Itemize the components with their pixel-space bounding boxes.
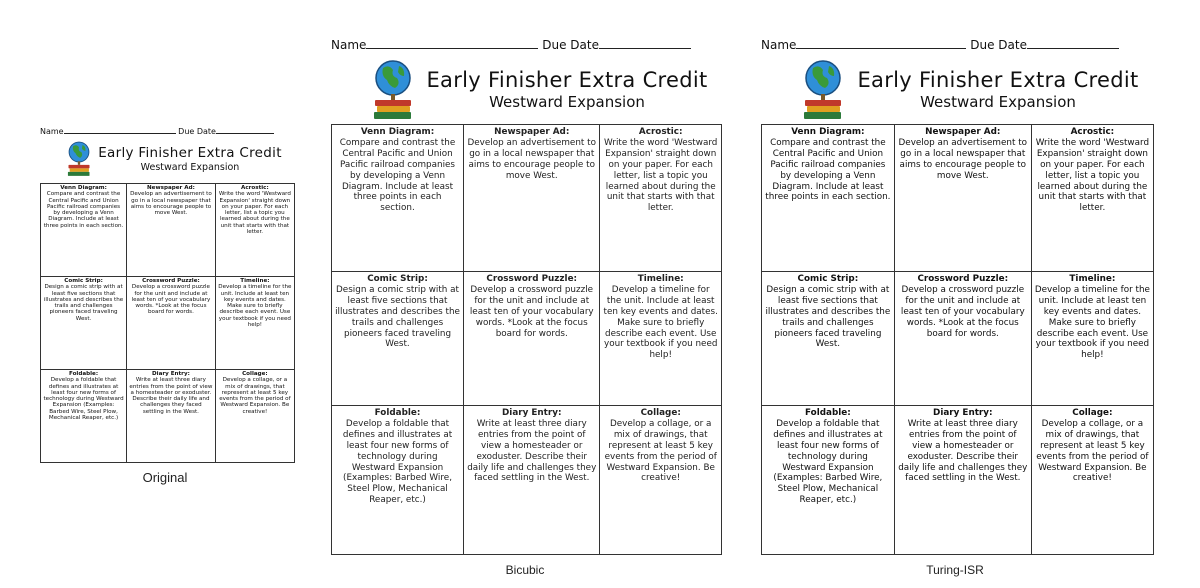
activity-grid bbox=[761, 124, 1154, 555]
caption-bicubic: Bicubic bbox=[505, 563, 545, 577]
grid-cell bbox=[762, 272, 895, 406]
cell-body: Write at least three diary entries from the point of view a homesteader or exoduster. Describe their daily life and challenges they faced settling in the West. bbox=[898, 418, 1028, 484]
globe-on-books-icon bbox=[65, 139, 93, 179]
name-due-line bbox=[331, 38, 722, 52]
name-blank bbox=[366, 48, 538, 49]
cell-body: Develop a foldable that defines and illustrates at least four new forms of technology during Westward Expansion (Examples: Barbed Wire, Steel Plow, Mechanical Reaper, etc.) bbox=[342, 418, 453, 506]
cell-body: Develop a timeline for the unit. Include at least ten key events and dates. Make sure to briefly describe each event. Use your textbook if you need help! bbox=[218, 284, 292, 328]
due-date-label: Due Date bbox=[178, 127, 216, 136]
activity-grid bbox=[331, 124, 722, 555]
cell-title: Venn Diagram: bbox=[360, 127, 435, 137]
cell-title: Acrostic: bbox=[638, 127, 683, 137]
worksheet-title: Early Finisher Extra Credit bbox=[857, 68, 1139, 92]
cell-body: Write the word 'Westward Expansion' straight down on your paper. For each letter, list a topic you learned about during the unit that starts with that letter. bbox=[604, 137, 718, 214]
worksheet-header bbox=[761, 58, 1154, 120]
grid-cell bbox=[332, 125, 464, 272]
name-due-line bbox=[761, 38, 1154, 52]
cell-title: Crossword Puzzle: bbox=[142, 278, 200, 284]
cell-title: Venn Diagram: bbox=[60, 185, 107, 191]
grid-cell bbox=[894, 272, 1031, 406]
due-date-blank bbox=[599, 48, 691, 49]
cell-body: Design a comic strip with at least five sections that illustrates and describes the trails and challenges pioneers faced traveling West. bbox=[335, 284, 460, 350]
cell-body: Develop a timeline for the unit. Include at least ten key events and dates. Make sure to briefly describe each event. Use your textbook if you need help! bbox=[1034, 284, 1150, 361]
cell-body: Design a comic strip with at least five sections that illustrates and describes the trails and challenges pioneers faced traveling West. bbox=[43, 284, 124, 322]
grid-cell bbox=[332, 406, 464, 555]
due-date-label: Due Date bbox=[970, 38, 1027, 52]
worksheet-subtitle: Westward Expansion bbox=[140, 162, 240, 173]
due-date-label: Due Date bbox=[542, 38, 599, 52]
grid-cell bbox=[894, 406, 1031, 555]
grid-cell bbox=[464, 272, 600, 406]
cell-title: Collage: bbox=[1072, 408, 1113, 418]
worksheet-header bbox=[331, 58, 722, 120]
cell-title: Foldable: bbox=[805, 408, 851, 418]
cell-body: Develop an advertisement to go in a local newspaper that aims to encourage people to move West. bbox=[130, 191, 212, 216]
grid-cell bbox=[215, 277, 294, 370]
grid-cell bbox=[41, 370, 127, 463]
worksheet-title: Early Finisher Extra Credit bbox=[426, 68, 708, 92]
cell-title: Comic Strip: bbox=[797, 274, 859, 284]
name-label: Name bbox=[40, 127, 64, 136]
worksheet bbox=[761, 38, 1154, 556]
cell-body: Develop a collage, or a mix of drawings, that represent at least 5 key events from the period of Westward Expansion. Be creative! bbox=[604, 418, 717, 484]
cell-title: Foldable: bbox=[374, 408, 421, 418]
cell-title: Venn Diagram: bbox=[791, 127, 865, 137]
cell-body: Write at least three diary entries from the point of view a homesteader or exoduster. Describe their daily life and challenges they faced settling in the West. bbox=[467, 418, 597, 484]
name-blank bbox=[796, 48, 966, 49]
cell-body: Develop a foldable that defines and illustrates at least four new forms of technology during Westward Expansion (Examples: Barbed Wire, Steel Plow, Mechanical Reaper, etc.) bbox=[773, 418, 883, 506]
panel-turing-isr bbox=[761, 38, 1154, 556]
cell-title: Collage: bbox=[242, 371, 268, 377]
cell-title: Crossword Puzzle: bbox=[917, 274, 1009, 284]
cell-body: Design a comic strip with at least five sections that illustrates and describes the trails and challenges pioneers faced traveling West. bbox=[765, 284, 891, 350]
caption-original: Original bbox=[142, 470, 188, 485]
grid-cell bbox=[762, 125, 895, 272]
cell-title: Newspaper Ad: bbox=[494, 127, 570, 137]
worksheet-titles bbox=[95, 145, 285, 173]
cell-title: Newspaper Ad: bbox=[925, 127, 1001, 137]
grid-cell bbox=[600, 272, 722, 406]
globe-on-books-icon bbox=[369, 58, 417, 122]
cell-title: Collage: bbox=[640, 408, 681, 418]
cell-title: Timeline: bbox=[1069, 274, 1116, 284]
cell-title: Comic Strip: bbox=[367, 274, 428, 284]
worksheet bbox=[331, 38, 722, 556]
cell-body: Develop an advertisement to go in a local newspaper that aims to encourage people to move West. bbox=[467, 137, 596, 181]
grid-cell bbox=[600, 125, 722, 272]
cell-body: Write the word 'Westward Expansion' straight down on your paper. For each letter, list a topic you learned about during the unit that starts with that letter. bbox=[218, 191, 291, 235]
grid-cell bbox=[41, 184, 127, 277]
grid-cell bbox=[332, 272, 464, 406]
worksheet-subtitle: Westward Expansion bbox=[920, 93, 1076, 111]
cell-body: Compare and contrast the Central Pacific and Union Pacific railroad companies by developing a Venn Diagram. Include at least three points in each section. bbox=[765, 137, 891, 203]
caption-turing-isr: Turing-ISR bbox=[926, 563, 984, 577]
name-due-line bbox=[40, 127, 295, 136]
grid-cell bbox=[215, 370, 294, 463]
grid-cell bbox=[894, 125, 1031, 272]
worksheet bbox=[40, 127, 295, 463]
cell-body: Develop a collage, or a mix of drawings, that represent at least 5 key events from the period of Westward Expansion. Be creative! bbox=[1036, 418, 1149, 484]
cell-title: Diary Entry: bbox=[152, 371, 190, 377]
cell-body: Write the word 'Westward Expansion' straight down on your paper. For each letter, list a topic you learned about during the unit that starts with that letter. bbox=[1035, 137, 1150, 214]
cell-title: Acrostic: bbox=[241, 185, 269, 191]
grid-cell bbox=[1031, 406, 1153, 555]
grid-cell bbox=[464, 406, 600, 555]
grid-cell bbox=[127, 277, 216, 370]
cell-body: Develop a timeline for the unit. Include at least ten key events and dates. Make sure to briefly describe each event. Use your textbook if you need help! bbox=[603, 284, 718, 361]
grid-cell bbox=[1031, 125, 1153, 272]
grid-cell bbox=[762, 406, 895, 555]
cell-title: Diary Entry: bbox=[933, 408, 993, 418]
name-label: Name bbox=[761, 38, 797, 52]
activity-grid bbox=[40, 183, 295, 463]
worksheet-header bbox=[40, 139, 295, 181]
cell-body: Develop an advertisement to go in a local newspaper that aims to encourage people to move West. bbox=[898, 137, 1028, 181]
cell-title: Crossword Puzzle: bbox=[486, 274, 578, 284]
globe-on-books-icon bbox=[799, 58, 847, 122]
panel-original bbox=[40, 127, 295, 463]
grid-cell bbox=[600, 406, 722, 555]
name-label: Name bbox=[331, 38, 367, 52]
cell-title: Foldable: bbox=[69, 371, 99, 377]
panel-bicubic bbox=[331, 38, 722, 556]
cell-body: Compare and contrast the Central Pacific and Union Pacific railroad companies by developing a Venn Diagram. Include at least three points in each section. bbox=[339, 137, 456, 214]
cell-title: Comic Strip: bbox=[64, 278, 103, 284]
cell-body: Compare and contrast the Central Pacific and Union Pacific railroad companies by developing a Venn Diagram. Include at least three points in each section. bbox=[43, 191, 124, 229]
cell-body: Develop a foldable that defines and illustrates at least four new forms of technology during Westward Expansion (Examples: Barbed Wire, Steel Plow, Mechanical Reaper, etc.) bbox=[43, 377, 124, 421]
grid-cell bbox=[127, 184, 216, 277]
worksheet-titles bbox=[421, 68, 713, 111]
cell-title: Acrostic: bbox=[1070, 127, 1115, 137]
due-date-blank bbox=[216, 133, 274, 134]
cell-title: Timeline: bbox=[637, 274, 684, 284]
cell-title: Diary Entry: bbox=[502, 408, 562, 418]
grid-cell bbox=[215, 184, 294, 277]
cell-body: Write at least three diary entries from the point of view a homesteader or exoduster. Describe their daily life and challenges they faced settling in the West. bbox=[129, 377, 213, 415]
due-date-blank bbox=[1027, 48, 1119, 49]
worksheet-subtitle: Westward Expansion bbox=[489, 93, 645, 111]
grid-cell bbox=[1031, 272, 1153, 406]
worksheet-titles bbox=[851, 68, 1145, 111]
grid-cell bbox=[41, 277, 127, 370]
cell-body: Develop a crossword puzzle for the unit and include at least ten of your vocabulary words. *Look at the focus board for words. bbox=[131, 284, 211, 316]
worksheet-title: Early Finisher Extra Credit bbox=[98, 145, 282, 161]
cell-body: Develop a collage, or a mix of drawings, that represent at least 5 key events from the period of Westward Expansion. Be creative! bbox=[219, 377, 291, 415]
cell-title: Timeline: bbox=[240, 278, 270, 284]
cell-body: Develop a crossword puzzle for the unit and include at least ten of your vocabulary words. *Look at the focus board for words. bbox=[900, 284, 1025, 339]
grid-cell bbox=[464, 125, 600, 272]
cell-body: Develop a crossword puzzle for the unit and include at least ten of your vocabulary words. *Look at the focus board for words. bbox=[469, 284, 594, 339]
name-blank bbox=[64, 133, 176, 134]
grid-cell bbox=[127, 370, 216, 463]
cell-title: Newspaper Ad: bbox=[147, 185, 195, 191]
